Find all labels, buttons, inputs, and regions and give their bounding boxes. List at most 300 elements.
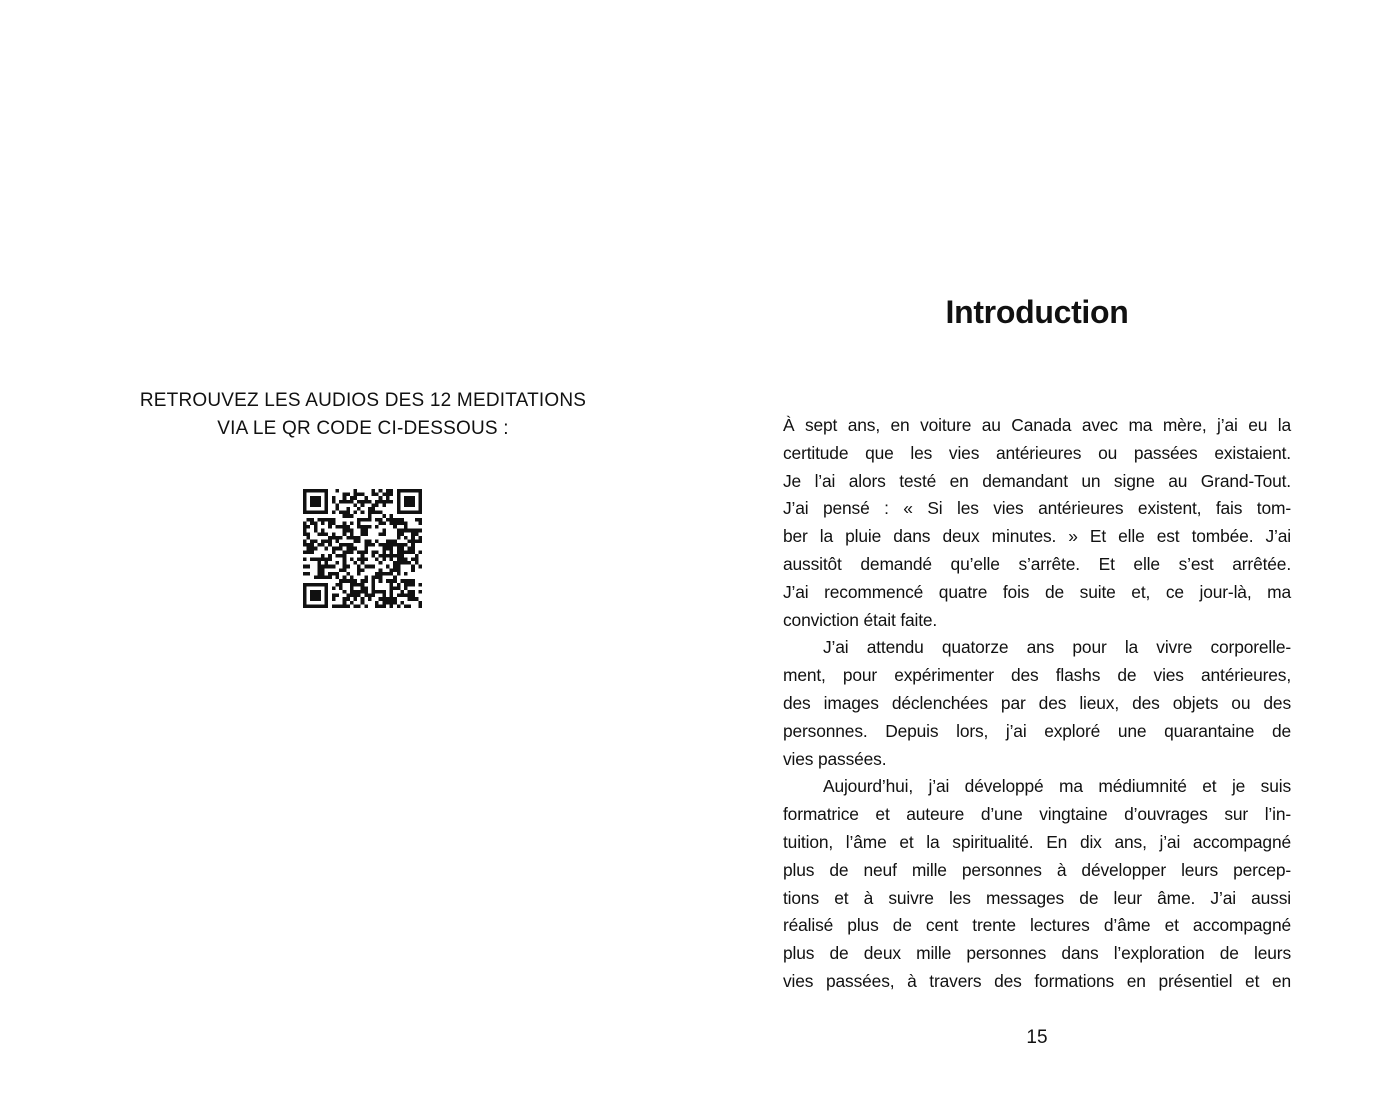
qr-module [314,521,318,525]
qr-module [375,503,379,507]
qr-module [418,539,422,543]
qr-module [375,493,379,497]
qr-finder [310,496,321,507]
qr-module [357,568,361,572]
qr-module [415,518,419,522]
qr-module [332,500,336,504]
qr-module [368,500,372,504]
qr-module [321,532,325,536]
qr-module [350,514,354,518]
text-line: des images déclenchées par des lieux, des objets ou des [783,692,1291,713]
qr-finder [418,489,422,514]
qr-module [411,529,415,533]
qr-module [328,536,332,540]
qr-module [418,583,422,587]
qr-module [350,590,354,594]
qr-module [372,511,376,515]
qr-module [397,521,401,525]
qr-module [332,550,336,554]
qr-module [415,539,419,543]
qr-module [375,576,379,580]
qr-code[interactable] [303,489,422,608]
qr-module [408,583,412,587]
qr-module [343,601,347,605]
qr-module [325,558,329,562]
qr-module [404,558,408,562]
qr-finder [303,489,307,514]
qr-module [379,590,383,594]
qr-module [372,590,376,594]
qr-module [408,594,412,598]
qr-module [350,583,354,587]
qr-module [303,521,307,525]
qr-module [364,594,368,598]
qr-finder [397,489,401,514]
qr-module [393,561,397,565]
qr-module [375,511,379,515]
qr-module [379,489,383,493]
qr-finder [303,583,328,587]
qr-module [368,514,372,518]
qr-module [390,554,394,558]
qr-module [361,583,365,587]
qr-module [361,503,365,507]
qr-module [415,597,419,601]
qr-module [307,518,311,522]
qr-module [335,539,339,543]
qr-module [372,565,376,569]
qr-module [368,511,372,515]
qr-module [386,572,390,576]
qr-module [368,525,372,529]
qr-module [361,529,365,533]
qr-module [404,529,408,533]
qr-module [375,590,379,594]
qr-module [411,547,415,551]
qr-module [346,543,350,547]
qr-module [328,543,332,547]
qr-module [303,532,307,536]
qr-module [321,554,325,558]
qr-module [339,554,343,558]
qr-caption [113,387,613,443]
qr-module [379,561,383,565]
qr-module [372,507,376,511]
qr-module [332,572,336,576]
qr-module [404,604,408,608]
qr-module [375,550,379,554]
qr-module [353,583,357,587]
qr-module [339,511,343,515]
qr-module [353,547,357,551]
qr-module [386,489,390,493]
qr-module [418,529,422,533]
qr-module [382,493,386,497]
qr-module [346,579,350,583]
qr-module [390,489,394,493]
qr-module [314,529,318,533]
qr-module [357,590,361,594]
qr-module [390,572,394,576]
qr-module [353,489,357,493]
qr-module [346,594,350,598]
qr-module [400,579,404,583]
qr-module [382,550,386,554]
qr-module [393,525,397,529]
qr-module [343,521,347,525]
qr-module [390,493,394,497]
qr-module [361,597,365,601]
qr-module [364,604,368,608]
qr-module [390,539,394,543]
qr-module [310,539,314,543]
qr-module [400,521,404,525]
qr-module [314,547,318,551]
qr-module [339,568,343,572]
qr-module [307,572,311,576]
qr-module [343,500,347,504]
qr-module [317,558,321,562]
qr-module [372,586,376,590]
qr-module [357,594,361,598]
qr-module [346,500,350,504]
text-line: aussitôt demandé qu’elle s’arrête. Et elle s’est arrêtée. [783,553,1291,574]
qr-module [382,590,386,594]
qr-module [372,503,376,507]
qr-module [328,576,332,580]
qr-module [415,561,419,565]
qr-module [368,543,372,547]
qr-module [335,604,339,608]
qr-module [411,558,415,562]
qr-module [386,518,390,522]
qr-module [303,539,307,543]
qr-module [397,568,401,572]
qr-module [361,511,365,515]
qr-module [364,547,368,551]
qr-module [411,597,415,601]
qr-module [375,601,379,605]
qr-module [343,529,347,533]
qr-module [361,568,365,572]
qr-module [328,572,332,576]
qr-module [379,576,383,580]
text-line: ber la pluie dans deux minutes. » Et elle est tombée. J’ai [783,526,1291,547]
qr-module [339,586,343,590]
qr-module [339,536,343,540]
qr-module [353,604,357,608]
qr-module [397,554,401,558]
qr-module [397,594,401,598]
qr-module [390,597,394,601]
qr-module [325,532,329,536]
qr-module [303,565,307,569]
qr-module [411,579,415,583]
qr-module [310,521,314,525]
qr-module [357,539,361,543]
qr-module [361,590,365,594]
qr-module [321,539,325,543]
qr-module [332,518,336,522]
text-line: tuition, l’âme et la spiritualité. En dix ans, j’ai accompagné [783,831,1291,852]
qr-module [317,561,321,565]
qr-module [317,576,321,580]
qr-module [404,561,408,565]
qr-module [357,521,361,525]
qr-module [390,558,394,562]
qr-module [346,511,350,515]
qr-module [397,583,401,587]
qr-module [361,532,365,536]
qr-module [343,550,347,554]
qr-module [325,565,329,569]
qr-module [335,503,339,507]
qr-module [335,561,339,565]
qr-module [310,518,314,522]
qr-module [343,568,347,572]
qr-module [335,547,339,551]
qr-module [400,561,404,565]
qr-module [343,561,347,565]
qr-module [346,604,350,608]
qr-module [411,532,415,536]
qr-module [343,514,347,518]
qr-module [364,496,368,500]
qr-module [321,576,325,580]
qr-module [411,543,415,547]
qr-module [307,565,311,569]
qr-module [390,521,394,525]
qr-module [343,590,347,594]
qr-module [372,594,376,598]
qr-module [350,536,354,540]
qr-module [379,554,383,558]
qr-module [382,503,386,507]
qr-module [415,558,419,562]
qr-module [368,597,372,601]
qr-module [375,525,379,529]
qr-module [321,565,325,569]
qr-module [303,558,307,562]
qr-finder [325,583,329,608]
qr-module [397,529,401,533]
qr-module [317,518,321,522]
qr-module [343,511,347,515]
qr-module [372,579,376,583]
qr-module [386,601,390,605]
qr-module [418,604,422,608]
qr-module [393,568,397,572]
qr-module [364,550,368,554]
qr-module [400,529,404,533]
qr-finder [303,583,307,608]
qr-module [364,565,368,569]
qr-module [335,594,339,598]
qr-module [332,547,336,551]
qr-module [418,518,422,522]
qr-module [364,579,368,583]
qr-module [332,532,336,536]
qr-module [379,604,383,608]
qr-module [393,521,397,525]
qr-module [415,532,419,536]
qr-module [357,550,361,554]
qr-module [364,529,368,533]
qr-module [386,539,390,543]
qr-module [364,586,368,590]
qr-module [390,514,394,518]
qr-module [400,532,404,536]
qr-module [379,568,383,572]
qr-module [400,554,404,558]
qr-module [379,500,383,504]
qr-module [339,525,343,529]
qr-module [390,601,394,605]
qr-module [353,536,357,540]
qr-module [393,576,397,580]
qr-module [328,521,332,525]
qr-module [317,568,321,572]
qr-module [321,568,325,572]
qr-module [382,543,386,547]
qr-module [343,558,347,562]
qr-module [404,579,408,583]
qr-module [357,493,361,497]
qr-module [400,547,404,551]
qr-module [372,583,376,587]
qr-module [350,500,354,504]
qr-module [393,565,397,569]
qr-module [411,594,415,598]
text-line: personnes. Depuis lors, j’ai exploré une quarantaine de [783,720,1291,741]
qr-module [361,601,365,605]
qr-module [411,590,415,594]
qr-module [375,518,379,522]
qr-module [361,493,365,497]
qr-module [368,565,372,569]
qr-module [343,554,347,558]
qr-module [364,590,368,594]
qr-module [408,604,412,608]
qr-module [350,532,354,536]
qr-module [372,489,376,493]
qr-module [321,521,325,525]
qr-module [307,550,311,554]
qr-module [353,597,357,601]
qr-module [418,565,422,569]
qr-module [390,579,394,583]
qr-module [357,525,361,529]
text-line: J’ai recommencé quatre fois de suite et, ce jour-là, ma [783,581,1291,602]
text-line: Je l’ai alors testé en demandant un signe au Grand-Tout. [783,470,1291,491]
qr-module [382,532,386,536]
qr-module [343,597,347,601]
qr-module [325,561,329,565]
text-line: conviction était faite. [783,609,938,630]
qr-module [314,525,318,529]
qr-module [332,536,336,540]
qr-module [415,529,419,533]
qr-module [339,547,343,551]
qr-module [408,539,412,543]
qr-module [303,572,307,576]
qr-module [397,543,401,547]
qr-module [310,547,314,551]
qr-module [343,565,347,569]
qr-module [408,529,412,533]
qr-module [339,583,343,587]
qr-module [390,586,394,590]
qr-module [317,572,321,576]
qr-module [397,558,401,562]
qr-module [390,500,394,504]
qr-module [350,558,354,562]
qr-module [400,594,404,598]
qr-module [353,561,357,565]
qr-module [364,543,368,547]
qr-module [379,496,383,500]
qr-module [368,539,372,543]
qr-module [382,597,386,601]
qr-module [335,489,339,493]
text-line: plus de deux mille personnes dans l’exploration de leurs [783,943,1291,964]
qr-module [408,547,412,551]
qr-module [397,565,401,569]
qr-module [325,576,329,580]
qr-module [390,590,394,594]
qr-module [307,543,311,547]
qr-module [350,543,354,547]
qr-module [418,601,422,605]
qr-module [343,576,347,580]
qr-module [372,493,376,497]
qr-module [346,597,350,601]
qr-module [346,565,350,569]
qr-module [335,507,339,511]
qr-module [332,604,336,608]
qr-module [400,558,404,562]
qr-module [390,518,394,522]
qr-module [328,539,332,543]
text-line: J’ai pensé : « Si les vies antérieures existent, fais tom- [783,498,1291,519]
qr-module [357,565,361,569]
qr-module [303,550,307,554]
text-line: formatrice et auteure d’une vingtaine d’ouvrages sur l’in- [783,804,1291,825]
qr-module [332,496,336,500]
qr-module [332,597,336,601]
qr-module [343,579,347,583]
qr-module [350,576,354,580]
qr-module [346,507,350,511]
qr-module [408,561,412,565]
qr-module [353,511,357,515]
qr-module [353,579,357,583]
qr-module [368,507,372,511]
qr-module [328,558,332,562]
qr-module [408,579,412,583]
qr-module [335,583,339,587]
qr-module [332,511,336,515]
qr-module [361,525,365,529]
qr-module [411,568,415,572]
qr-module [328,525,332,529]
qr-module [418,536,422,540]
qr-module [397,547,401,551]
qr-module [372,543,376,547]
qr-module [357,518,361,522]
qr-module [372,576,376,580]
qr-module [390,547,394,551]
